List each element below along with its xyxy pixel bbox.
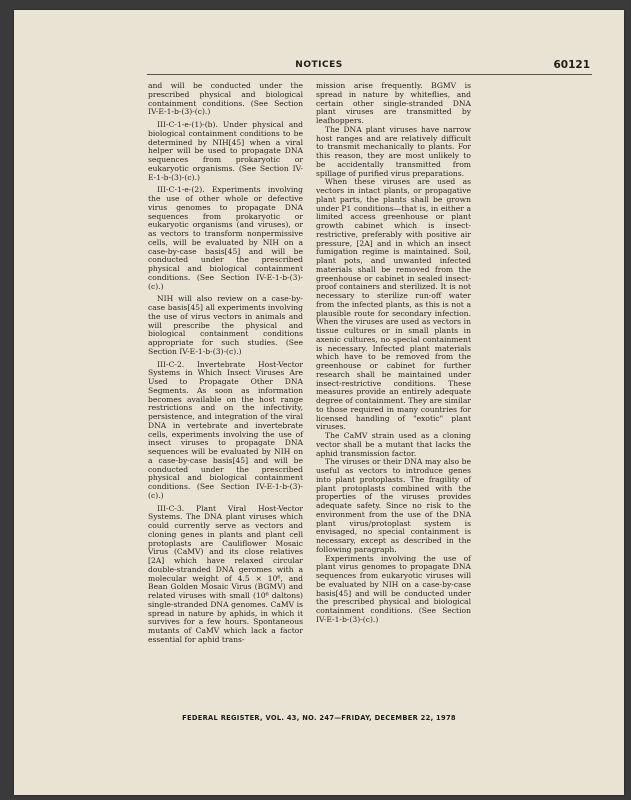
header-rule: [147, 74, 592, 75]
paragraph: III-C-1-e-(1)-(b). Under physical and biological containment conditions to be determined by NIH[45] when a viral helper will be used to propagate DNA sequences from prokaryotic or eukaryotic organisms. (See Section IV-E-1-b-(3)-(c).): [148, 120, 303, 182]
paragraph: When these viruses are used as vectors in intact plants, or propagative plant parts, the plants shall be grown under P1 conditions—that is, in either a limited access greenhouse or plant growth cabinet which is insect-restrictive, preferably with positive air pressure, [2A] and in which an insect fumigation regime is maintained. Soil, plant pots, and unwanted infected materials shall be removed from the greenhouse or cabinet in sealed insect-proof containers and sterilized. It is not necessary to sterilize run-off water from the infected plants, as this is not a plausible route for secondary infection. When the viruses are used as vectors in tissue cultures or in small plants in axenic cultures, no special containment is necessary. Infected plant materials which have to be removed from the greenhouse or cabinet for further research shall be maintained under insect-restrictive conditions. These measures provide an entirely adequate degree of containment. They are similar to those required in many countries for licensed handling of "exotic" plant viruses.: [316, 177, 471, 432]
paragraph: III-C-1-e-(2). Experiments involving the use of other whole or defective virus genomes to propagate DNA sequences from prokaryotic or eukaryotic organisms (and viruses), or as vectors to transform nonpermissive cells, will be evaluated by NIH on a case-by-case basis[45] and will be conducted under the prescribed physical and biological containment conditions. (See Section IV-E-1-b-(3)-(c).): [148, 185, 303, 291]
left-column: [148, 82, 303, 645]
paragraph: NIH will also review on a case-by-case basis[45] all experiments involving the use of virus vectors in animals and will prescribe the physical and biological containment conditions appropriate for such studies. (See Section IV-E-1-b-(3)-(c).): [148, 294, 303, 356]
right-column: [316, 82, 471, 625]
page-footer: FEDERAL REGISTER, VOL. 43, NO. 247—FRIDAY, DECEMBER 22, 1978: [182, 714, 456, 722]
paragraph: III-C-3. Plant Viral Host-Vector Systems. The DNA plant viruses which could currently serve as vectors and cloning genes in plants and plant cell protoplasts are Cauliflower Mosaic Virus (CaMV) and its close relatives [2A] which have relaxed circular double-stranded DNA geromes with a molecular weight of 4.5 × 10⁶, and Bean Golden Mosaic Virus (BGMV) and related viruses with small (10⁶ daltons) single-stranded DNA genomes. CaMV is spread in nature by aphids, in which it survives for a few hours. Spontaneous mutants of CaMV which lack a factor essential for aphid trans-: [148, 503, 303, 644]
paragraph: mission arise frequently. BGMV is spread in nature by whiteflies, and certain other single-stranded DNA plant viruses are transmitted by leafhoppers.: [316, 81, 471, 125]
paragraph: The CaMV strain used as a cloning vector shall be a mutant that lacks the aphid transmission factor.: [316, 431, 471, 458]
page-header-title: NOTICES: [295, 60, 343, 70]
paragraph: Experiments involving the use of plant virus genomes to propagate DNA sequences from eukaryotic viruses will be evaluated by NIH on a case-by-case basis[45] and will be conducted under the prescribed physical and biological containment conditions. (See Section IV-E-1-b-(3)-(c).): [316, 553, 471, 624]
page-number: 60121: [553, 59, 590, 71]
document-page: [14, 10, 624, 795]
paragraph: III-C-2. Invertebrate Host-Vector Systems in Which Insect Viruses Are Used to Propagate Other DNA Segments. As soon as information becomes available on the host range restrictions and on the infectivity, persistence, and integration of the viral DNA in vertebrate and invertebrate cells, experiments involving the use of insect viruses to propagate DNA sequences will be evaluated by NIH on a case-by-case basis[45] and will be conducted under the prescribed physical and biological containment conditions. (See Section IV-E-1-b-(3)-(c).): [148, 359, 303, 500]
paragraph: The viruses or their DNA may also be useful as vectors to introduce genes into plant protoplasts. The fragility of plant protoplasts combined with the properties of the viruses provides adequate safety. Since no risk to the environment from the use of the DNA plant virus/protoplast system is envisaged, no special containment is necessary, except as described in the following paragraph.: [316, 457, 471, 554]
paragraph: and will be conducted under the prescribed physical and biological containment conditions. (See Section IV-E-1-b-(3)-(c).): [148, 81, 303, 117]
paragraph: The DNA plant viruses have narrow host ranges and are relatively difficult to transmit mechanically to plants. For this reason, they are most unlikely to be accidentally transmitted from spillage of purified virus preparations.: [316, 124, 471, 178]
